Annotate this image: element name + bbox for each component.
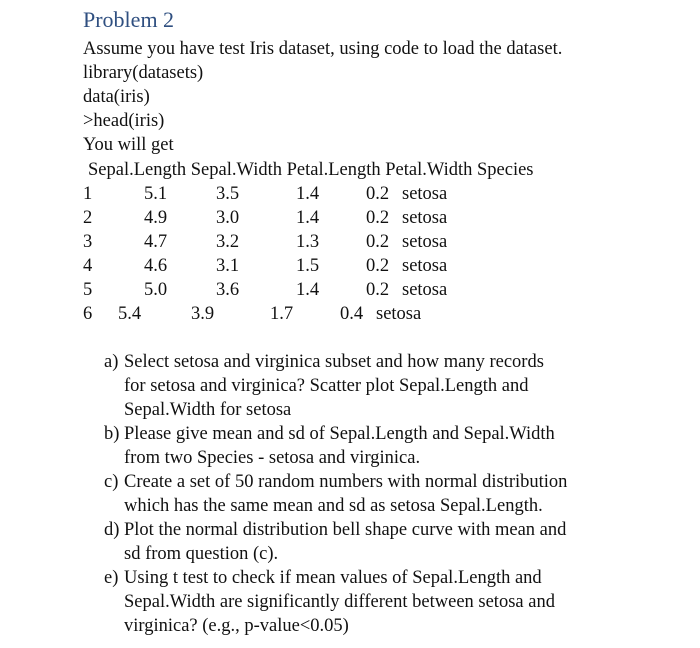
- table-cell-sepal-length: 5.1: [144, 184, 168, 204]
- question-d-letter: d): [104, 520, 120, 540]
- table-row-index: 4: [83, 256, 93, 276]
- problem-title: Problem 2: [83, 7, 175, 32]
- table-cell-petal-width: 0.2: [366, 232, 390, 252]
- intro-line: Assume you have test Iris dataset, using code to load the dataset.: [83, 39, 563, 59]
- table-cell-sepal-length: 5.4: [118, 304, 142, 324]
- table-cell-sepal-length: 4.7: [144, 232, 168, 252]
- question-a-line: Select setosa and virginica subset and how many records: [124, 352, 544, 372]
- table-cell-sepal-length: 5.0: [144, 280, 168, 300]
- table-cell-petal-width: 0.2: [366, 280, 390, 300]
- code-line-library: library(datasets): [83, 63, 204, 83]
- table-cell-sepal-width: 3.2: [216, 232, 240, 252]
- question-e-line: Sepal.Width are significantly different between setosa and: [124, 592, 555, 612]
- question-c-line: which has the same mean and sd as setosa Sepal.Length.: [124, 496, 543, 516]
- question-b-line: from two Species - setosa and virginica.: [124, 448, 421, 468]
- question-e-letter: e): [104, 568, 119, 588]
- table-cell-sepal-length: 4.9: [144, 208, 168, 228]
- question-d-line: Plot the normal distribution bell shape curve with mean and: [124, 520, 567, 540]
- table-cell-sepal-width: 3.9: [191, 304, 215, 324]
- table-cell-petal-length: 1.4: [296, 280, 320, 300]
- table-cell-species: setosa: [402, 256, 448, 276]
- table-row-index: 3: [83, 232, 93, 252]
- question-b-line: Please give mean and sd of Sepal.Length and Sepal.Width: [124, 424, 555, 444]
- table-cell-petal-width: 0.2: [366, 208, 390, 228]
- table-row-index: 6: [83, 304, 93, 324]
- question-b-letter: b): [104, 424, 120, 444]
- table-header: Sepal.Length Sepal.Width Petal.Length Petal.Width Species: [88, 160, 534, 180]
- table-cell-petal-width: 0.4: [340, 304, 364, 324]
- table-cell-sepal-length: 4.6: [144, 256, 168, 276]
- table-cell-sepal-width: 3.0: [216, 208, 240, 228]
- table-cell-species: setosa: [402, 232, 448, 252]
- question-c-letter: c): [104, 472, 119, 492]
- table-cell-sepal-width: 3.6: [216, 280, 240, 300]
- question-a-line: for setosa and virginica? Scatter plot Sepal.Length and: [124, 376, 529, 396]
- table-cell-sepal-width: 3.5: [216, 184, 240, 204]
- intro-you-will-get: You will get: [83, 135, 174, 155]
- table-row-index: 1: [83, 184, 93, 204]
- table-cell-petal-length: 1.4: [296, 184, 320, 204]
- question-a-letter: a): [104, 352, 119, 372]
- question-e-line: virginica? (e.g., p-value<0.05): [124, 616, 349, 636]
- code-line-data: data(iris): [83, 87, 150, 107]
- table-cell-petal-width: 0.2: [366, 256, 390, 276]
- table-cell-petal-length: 1.3: [296, 232, 320, 252]
- code-line-head: >head(iris): [83, 111, 165, 131]
- table-cell-petal-length: 1.7: [270, 304, 294, 324]
- question-c-line: Create a set of 50 random numbers with normal distribution: [124, 472, 568, 492]
- table-cell-sepal-width: 3.1: [216, 256, 240, 276]
- table-row-index: 5: [83, 280, 93, 300]
- table-cell-species: setosa: [402, 184, 448, 204]
- table-cell-species: setosa: [402, 280, 448, 300]
- table-cell-petal-width: 0.2: [366, 184, 390, 204]
- table-cell-petal-length: 1.5: [296, 256, 320, 276]
- table-cell-species: setosa: [402, 208, 448, 228]
- question-a-line: Sepal.Width for setosa: [124, 400, 292, 420]
- table-cell-petal-length: 1.4: [296, 208, 320, 228]
- question-d-line: sd from question (c).: [124, 544, 279, 564]
- table-row-index: 2: [83, 208, 93, 228]
- table-cell-species: setosa: [376, 304, 422, 324]
- question-e-line: Using t test to check if mean values of Sepal.Length and: [124, 568, 542, 588]
